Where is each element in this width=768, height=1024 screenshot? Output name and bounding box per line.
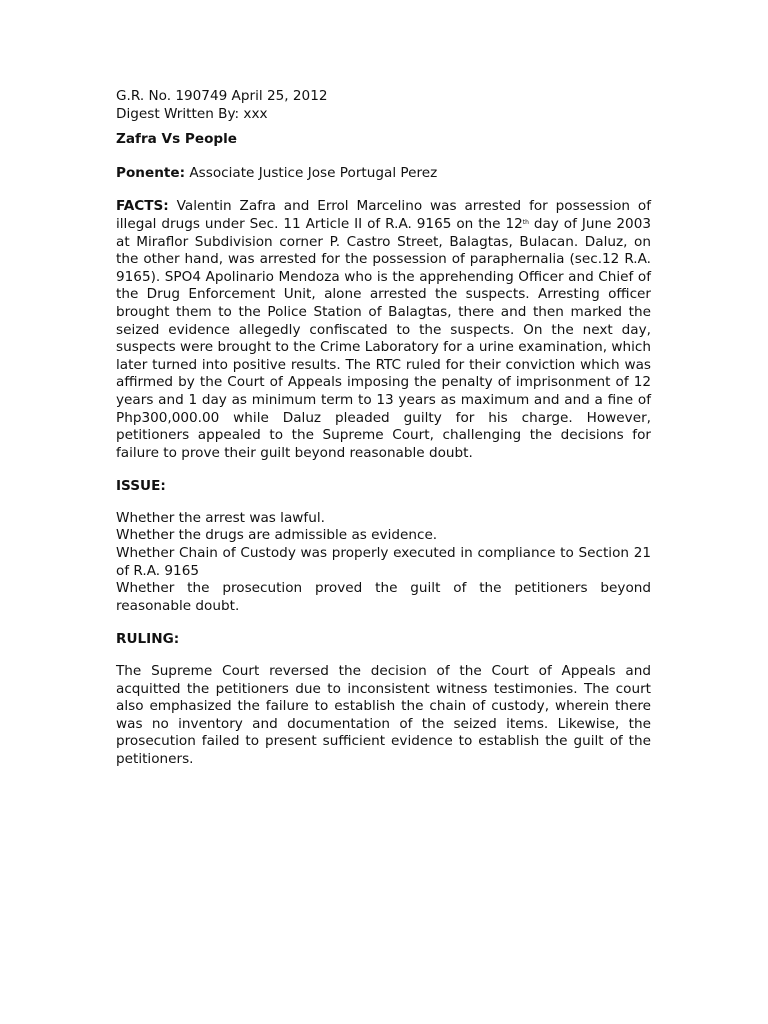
facts-label: FACTS: <box>116 198 169 215</box>
ruling-heading: RULING: <box>116 631 180 648</box>
issue-list <box>116 510 651 616</box>
issue-item: Whether the arrest was lawful. <box>116 509 325 526</box>
issue-item: Whether the prosecution proved the guilt of the petitioners beyond reasonable doubt. <box>116 580 651 614</box>
ponente-line <box>116 165 651 183</box>
issue-item: Whether Chain of Custody was properly executed in compliance to Section 21 of R.A. 9165 <box>116 545 651 579</box>
ponente-label: Ponente: <box>116 164 186 181</box>
facts-ordinal-suffix: th <box>522 218 529 226</box>
facts-text-part-2: day of June 2003 at Miraflor Subdivision corner P. Castro Street, Balagtas, Bulacan. Daluz, on the other hand, was arrested for the possession of paraphernalia (sec.12 R.A. 9165). SPO4 Apolinario Mendoza who is the apprehending Officer and Chief of the Drug Enforcement Unit, alone arrested the suspects. Arresting officer brought them to the Police Station of Balagtas, there and then marked the seized evidence allegedly confiscated to the suspects. On the next day, suspects were brought to the Crime Laboratory for a urine examination, which later turned into positive results. The RTC ruled for their conviction which was affirmed by the Court of Appeals imposing the penalty of imprisonment of 12 years and 1 day as minimum term to 13 years as maximum and and a fine of Php300,000.00 while Daluz pleaded guilty for his charge. However, petitioners appealed to the Supreme Court, challenging the decisions for failure to prove their guilt beyond reasonable doubt. <box>116 215 651 461</box>
ponente-value: Associate Justice Jose Portugal Perez <box>185 164 438 181</box>
ruling-paragraph: The Supreme Court reversed the decision of the Court of Appeals and acquitted the petitioners due to inconsistent witness testimonies. The court also emphasized the failure to establish the chain of custody, wherein there was no inventory and documentation of the seized items. Likewise, the prosecution failed to present sufficient evidence to establish the guilt of the petitioners. <box>116 663 651 767</box>
case-title: Zafra Vs People <box>116 131 238 148</box>
issue-heading: ISSUE: <box>116 478 166 495</box>
document-page <box>116 88 651 769</box>
gr-number-line: G.R. No. 190749 April 25, 2012 <box>116 88 328 104</box>
digest-author-line: Digest Written By: xxx <box>116 105 268 122</box>
issue-item: Whether the drugs are admissible as evidence. <box>116 527 438 544</box>
facts-text-part-1: Valentin Zafra and Errol Marcelino was arrested for possession of illegal drugs under Sec. 11 Article II of R.A. 9165 on the 12 <box>116 198 651 232</box>
facts-paragraph <box>116 198 651 462</box>
